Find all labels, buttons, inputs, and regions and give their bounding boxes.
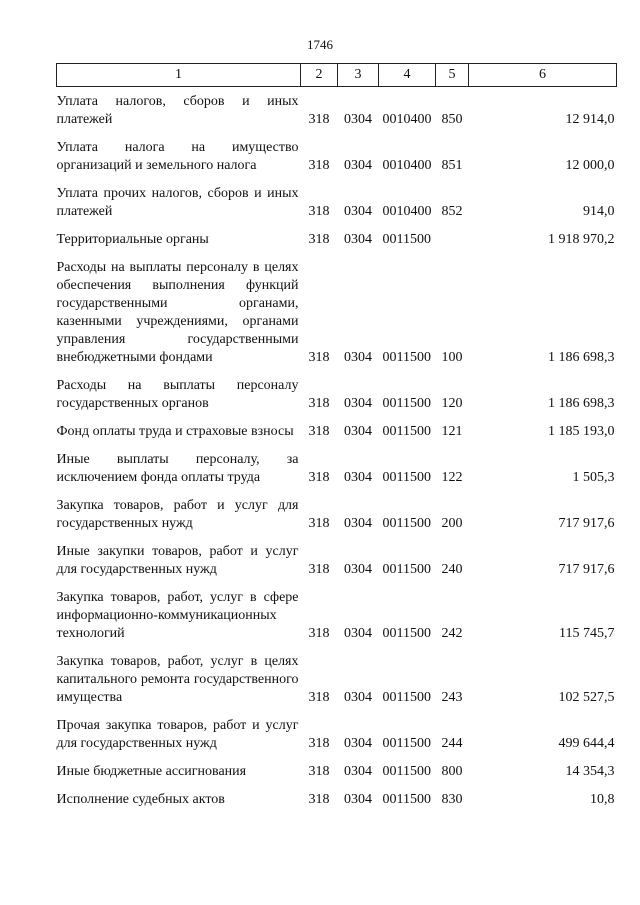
section-code: 0304: [344, 350, 372, 365]
target-article-code: 0011500: [382, 516, 431, 531]
target-article-code: 0011500: [382, 232, 431, 247]
amount: 717 917,6: [558, 516, 615, 531]
expense-name: Иные бюджетные ассигнования: [56, 764, 247, 779]
table-row: [57, 487, 617, 533]
expense-name: Иные выплаты персоналу, за исключением фонда оплаты труда: [56, 452, 299, 485]
table-row: [57, 87, 617, 130]
table-row: [57, 753, 617, 781]
section-code: 0304: [344, 562, 372, 577]
section-code: 0304: [344, 690, 372, 705]
table-row: [57, 129, 617, 175]
expense-type-code: 240: [441, 562, 463, 577]
expense-type-code: 242: [441, 626, 463, 641]
amount: 717 917,6: [558, 562, 615, 577]
expense-type-code: [436, 221, 469, 249]
expense-type-code: 121: [441, 424, 463, 439]
ministry-code: 318: [308, 792, 330, 807]
amount: 12 914,0: [565, 112, 615, 127]
table-row: [57, 249, 617, 367]
expense-name: Закупка товаров, работ, услуг в целях капитального ремонта государственного имущества: [56, 654, 299, 705]
section-code: 0304: [344, 232, 372, 247]
header-col-3: 3: [338, 64, 379, 87]
expense-type-code: 830: [441, 792, 463, 807]
ministry-code: 318: [308, 690, 330, 705]
header-col-4: 4: [379, 64, 436, 87]
expense-name: Фонд оплаты труда и страховые взносы: [56, 424, 294, 439]
target-article-code: 0011500: [382, 792, 431, 807]
section-code: 0304: [344, 626, 372, 641]
section-code: 0304: [344, 470, 372, 485]
ministry-code: 318: [308, 562, 330, 577]
table-body: [57, 87, 617, 810]
target-article-code: 0010400: [382, 158, 432, 173]
expense-type-code: 243: [441, 690, 463, 705]
section-code: 0304: [344, 424, 372, 439]
target-article-code: 0011500: [382, 424, 431, 439]
expense-type-code: 120: [441, 396, 463, 411]
header-col-5: 5: [436, 64, 469, 87]
amount: 10,8: [590, 792, 615, 807]
ministry-code: 318: [308, 736, 330, 751]
amount: 1 505,3: [572, 470, 615, 485]
expense-name: Расходы на выплаты персоналу государственных органов: [56, 378, 299, 411]
target-article-code: 0010400: [382, 204, 432, 219]
target-article-code: 0011500: [382, 562, 431, 577]
ministry-code: 318: [308, 350, 330, 365]
table-row: [57, 221, 617, 249]
page-number: 1746: [307, 37, 333, 52]
amount: 499 644,4: [558, 736, 615, 751]
amount: 1 186 698,3: [548, 396, 615, 411]
ministry-code: 318: [308, 516, 330, 531]
section-code: 0304: [344, 736, 372, 751]
expense-type-code: 852: [441, 204, 463, 219]
expense-name: Прочая закупка товаров, работ и услуг для государственных нужд: [56, 718, 299, 751]
ministry-code: 318: [308, 112, 330, 127]
table-header: [57, 64, 617, 87]
target-article-code: 0011500: [382, 470, 431, 485]
table-row: [57, 533, 617, 579]
target-article-code: 0011500: [382, 690, 431, 705]
header-col-6: 6: [469, 64, 617, 87]
ministry-code: 318: [308, 626, 330, 641]
amount: 914,0: [583, 204, 615, 219]
section-code: 0304: [344, 112, 372, 127]
expense-type-code: 200: [441, 516, 463, 531]
expense-name: Закупка товаров, работ и услуг для государственных нужд: [56, 498, 299, 531]
ministry-code: 318: [308, 158, 330, 173]
amount: 115 745,7: [559, 626, 615, 641]
expense-name: Закупка товаров, работ, услуг в сфере информационно-коммуникационных технологий: [56, 590, 299, 641]
section-code: 0304: [344, 396, 372, 411]
expense-name: Уплата налога на имущество организаций и земельного налога: [56, 140, 299, 173]
table-row: [57, 579, 617, 643]
ministry-code: 318: [308, 424, 330, 439]
target-article-code: 0011500: [382, 736, 431, 751]
ministry-code: 318: [308, 232, 330, 247]
amount: 14 354,3: [565, 764, 615, 779]
header-col-2: 2: [301, 64, 338, 87]
table-row: [57, 175, 617, 221]
expense-name: Исполнение судебных актов: [56, 792, 225, 807]
section-code: 0304: [344, 204, 372, 219]
amount: 12 000,0: [565, 158, 615, 173]
section-code: 0304: [344, 764, 372, 779]
table-row: [57, 643, 617, 707]
table-row: [57, 367, 617, 413]
ministry-code: 318: [308, 396, 330, 411]
header-row: [57, 64, 617, 87]
section-code: 0304: [344, 792, 372, 807]
expense-name: Уплата налогов, сборов и иных платежей: [56, 94, 299, 127]
table-row: [57, 707, 617, 753]
target-article-code: 0011500: [382, 396, 431, 411]
amount: 1 186 698,3: [548, 350, 615, 365]
expense-type-code: 851: [441, 158, 463, 173]
section-code: 0304: [344, 158, 372, 173]
budget-table: [56, 63, 617, 809]
expense-type-code: 244: [441, 736, 463, 751]
expense-name: Расходы на выплаты персоналу в целях обеспечения выполнения функций государственными органами, казенными учреждениями, органами управления государственными внебюджетными фондами: [56, 260, 299, 365]
amount: 1 918 970,2: [548, 232, 615, 247]
expense-type-code: 850: [441, 112, 463, 127]
target-article-code: 0011500: [382, 764, 431, 779]
expense-type-code: 122: [441, 470, 463, 485]
ministry-code: 318: [308, 204, 330, 219]
table-row: [57, 441, 617, 487]
expense-type-code: 800: [441, 764, 463, 779]
target-article-code: 0011500: [382, 626, 431, 641]
table-row: [57, 781, 617, 809]
target-article-code: 0011500: [382, 350, 431, 365]
expense-name: Уплата прочих налогов, сборов и иных платежей: [56, 186, 299, 219]
table-row: [57, 413, 617, 441]
amount: 1 185 193,0: [548, 424, 615, 439]
ministry-code: 318: [308, 764, 330, 779]
amount: 102 527,5: [558, 690, 615, 705]
header-col-1: 1: [57, 64, 301, 87]
target-article-code: 0010400: [382, 112, 432, 127]
section-code: 0304: [344, 516, 372, 531]
expense-type-code: 100: [441, 350, 463, 365]
ministry-code: 318: [308, 470, 330, 485]
expense-name: Территориальные органы: [56, 232, 209, 247]
expense-name: Иные закупки товаров, работ и услуг для государственных нужд: [56, 544, 299, 577]
